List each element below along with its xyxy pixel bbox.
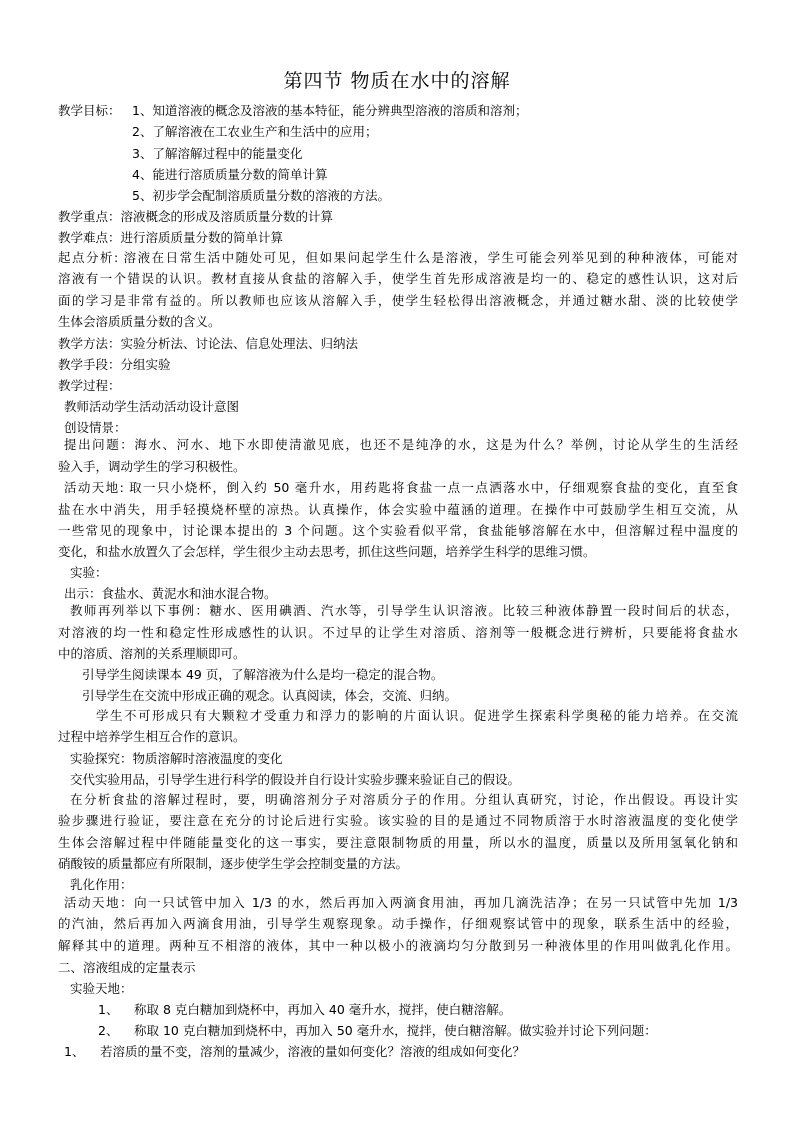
activity1-line: 一些常见的现象中，讨论课本提出的 3 个问题。这个实验看似平常，食盐能够溶解在水中，但溶解过程中温度的	[58, 523, 738, 538]
difficulty: 教学难点：进行溶质质量分数的简单计算	[58, 230, 284, 245]
experiment-label: 实验：	[70, 565, 108, 580]
objective-item: 5、初步学会配制溶质质量分数的溶液的方法。	[132, 188, 390, 203]
objective-item: 4、能进行溶质质量分数的简单计算	[132, 167, 328, 182]
activity1-line: 变化，和盐水放置久了会怎样，学生很少主动去思考，抓住这些问题，培养学生科学的思维习惯。	[58, 544, 596, 559]
activity2-line: 解释其中的道理。两种互不相溶的液体，其中一种以极小的液滴均匀分散到另一种液体里的作用叫做乳化作用。	[58, 938, 738, 953]
key-point: 教学重点：溶液概念的形成及溶质质量分数的计算	[58, 209, 334, 224]
guide-communicate: 引导学生在交流中形成正确的观念。认真阅读，体会，交流、归纳。	[82, 688, 458, 703]
table-header: 教师活动学生活动活动设计意图	[64, 399, 240, 414]
start-analysis-line: 面的学习是非常有益的。所以教师也应该从溶解入手，使学生轻松得出溶液概念，并通过糖水甜、淡的比较使学	[58, 293, 738, 308]
misconception-line: 学生不可形成只有大颗粒才受重力和浮力的影响的片面认识。促进学生探索科学奥秘的能力培养。在交流	[96, 708, 738, 723]
step-number: 1、	[98, 1002, 119, 1017]
step-text: 称取 10 克白糖加到烧杯中，再加入 50 毫升水，搅拌，使白糖溶解。做实验并讨论下列问题：	[134, 1023, 657, 1038]
start-analysis-line: 生体会溶质质量分数的含义。	[58, 314, 221, 329]
activity2-line: 活动天地：向一只试管中加入 1/3 的水，然后再加入两滴食用油，再加几滴洗洁净；在另一只试管中先加 1/3	[64, 895, 738, 910]
teacher-examples-line: 对溶液的均一性和稳定性形成感性的认识。不过早的让学生对溶质、溶剂等一般概念进行辨析，只要能将食盐水	[58, 625, 738, 640]
analysis-line: 硝酸铵的质量都应有所限制，逐步使学生学会控制变量的方法。	[58, 856, 409, 871]
objective-item: 2、了解溶液在工农业生产和生活中的应用；	[132, 124, 378, 139]
teaching-methods: 教学方法：实验分析法、讨论法、信息处理法、归纳法	[58, 336, 359, 351]
activity3-label: 实验天地：	[70, 981, 133, 996]
activity2-line: 的汽油，然后再加入两滴食用油，引导学生观察现象。动手操作，仔细观察试管中的现象，联系生活中的经验，	[58, 916, 738, 931]
step-text: 称取 8 克白糖加到烧杯中，再加入 40 毫升水，搅拌，使白糖溶解。	[134, 1002, 512, 1017]
guide-read: 引导学生阅读课本 49 页，了解溶液为什么是均一稳定的混合物。	[82, 667, 444, 682]
scenario-label: 创设情景：	[64, 420, 127, 435]
analysis-line: 生体会溶解过程中伴随能量变化的这一事实，要注意限制物质的用量，所以水的温度，质量以及所用氢氧化钠和	[58, 835, 738, 850]
activity1-line: 活动天地: 取一只小烧杯，倒入约 50 毫升水，用药匙将食盐一点一点洒落水中，仔细观察食盐的变化，直至食	[64, 480, 738, 495]
objective-item: 3、了解溶解过程中的能量变化	[132, 146, 303, 161]
question-text: 若溶质的量不变，溶剂的量减少，溶液的量如何变化？溶液的组成如何变化？	[100, 1044, 526, 1059]
analysis-line: 在分析食盐的溶解过程时，要，明确溶剂分子对溶质分子的作用。分组认真研究，讨论，作出假设。再设计实	[70, 792, 738, 807]
show-materials: 出示：食盐水、黄泥水和油水混合物。	[64, 586, 277, 601]
teacher-examples-line: 教师再列举以下事例：糖水、医用碘酒、汽水等，引导学生认识溶液。比较三种液体静置一段时间后的状态，	[70, 603, 738, 618]
teacher-examples-line: 中的溶质、溶剂的关系理顺即可。	[58, 646, 246, 661]
instruments: 交代实验用品，引导学生进行科学的假设并自行设计实验步骤来验证自己的假设。	[70, 772, 521, 787]
raise-question-line: 验入手，调动学生的学习积极性。	[58, 459, 246, 474]
objectives-label: 教学目标：	[58, 103, 121, 118]
page-title: 第四节 物质在水中的溶解	[283, 70, 511, 92]
section-heading: 二、溶液组成的定量表示	[58, 960, 196, 975]
analysis-line: 验步骤进行验证，要注意在充分的讨论后进行实验。该实验的目的是通过不同物质溶于水时溶液温度的变化使学	[58, 813, 738, 828]
question-number: 1、	[64, 1044, 85, 1059]
start-analysis-line: 溶液有一个错误的认识。教材直接从食盐的溶解入手，使学生首先形成溶液是均一的、稳定的感性认识，这对后	[58, 271, 738, 286]
start-analysis-line: 起点分析: 溶液在日常生活中随处可见，但如果问起学生什么是溶液，学生可能会列举见到的种种液体，可能对	[58, 250, 738, 265]
activity1-line: 盐在水中消失，用手轻摸烧杯壁的凉热。认真操作，体会实验中蕴涵的道理。在操作中可鼓励学生相互交流，从	[58, 502, 738, 517]
raise-question-line: 提出问题：海水、河水、地下水即使清澈见底，也还不是纯净的水，这是为什么？举例，讨论从学生的生活经	[64, 437, 738, 452]
misconception-line: 过程中培养学生相互合作的意识。	[58, 729, 246, 744]
emulsion-label: 乳化作用：	[70, 877, 133, 892]
process-label: 教学过程：	[58, 378, 121, 393]
explore-title: 实验探究：物质溶解时溶液温度的变化	[70, 751, 283, 766]
step-number: 2、	[98, 1023, 119, 1038]
teaching-means: 教学手段：分组实验	[58, 357, 171, 372]
objective-item: 1、知道溶液的概念及溶液的基本特征，能分辨典型溶液的溶质和溶剂；	[132, 103, 528, 118]
